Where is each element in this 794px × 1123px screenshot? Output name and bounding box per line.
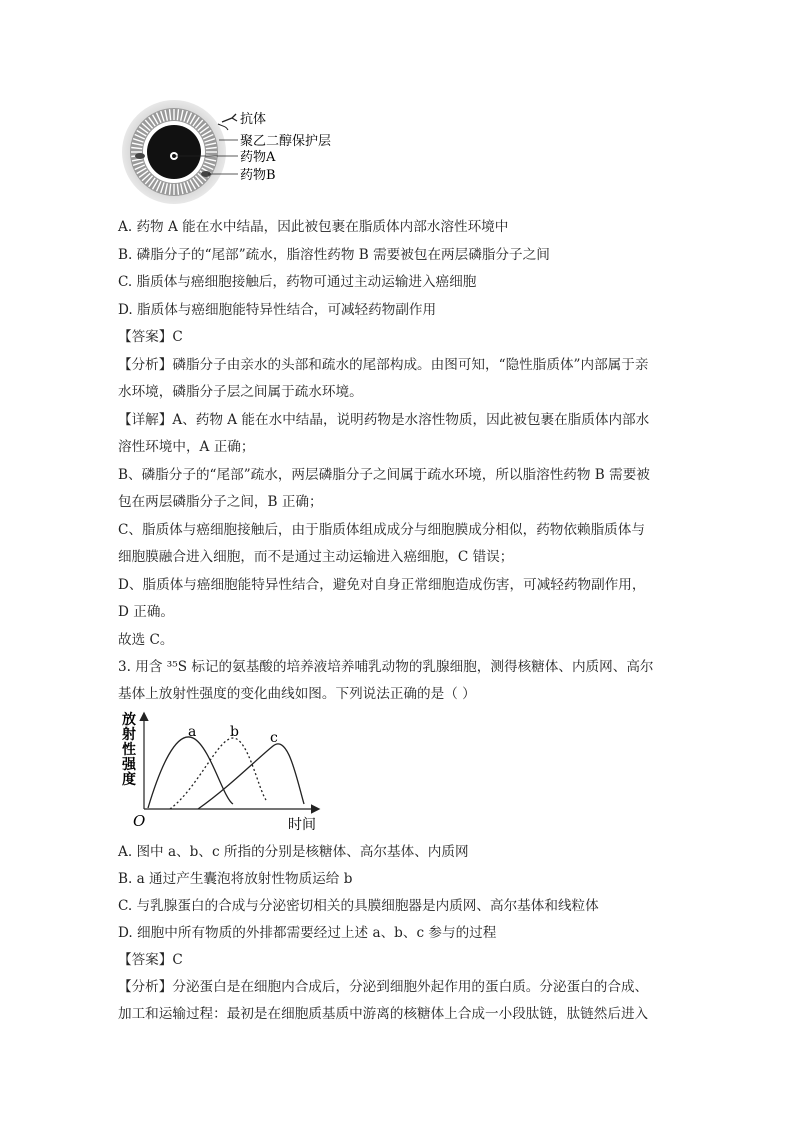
- q3-option-d: D. 细胞中所有物质的外排都需要经过上述 a、b、c 参与的过程: [118, 925, 497, 941]
- q2-answer: 【答案】C: [118, 329, 183, 345]
- q2-detail-line: 溶性环境中，A 正确；: [118, 439, 255, 455]
- curve-c: [198, 744, 304, 809]
- q2-option-b: B. 磷脂分子的“尾部”疏水，脂溶性药物 B 需要被包在两层磷脂分子之间: [118, 247, 550, 263]
- q3-stem-line: 3. 用含 ³⁵S 标记的氨基酸的培养液培养哺乳动物的乳腺细胞，测得核糖体、内质网、高尔: [118, 659, 654, 675]
- q2-detail-line: D 正确。: [118, 604, 175, 620]
- origin-label: O: [133, 812, 146, 830]
- drug-b-label: 药物B: [240, 168, 276, 183]
- q3-stem-line: 基体上放射性强度的变化曲线如图。下列说法正确的是（ ）: [118, 686, 476, 702]
- q2-option-a: A. 药物 A 能在水中结晶，因此被包裹在脂质体内部水溶性环境中: [118, 219, 509, 235]
- curve-b: [170, 738, 266, 809]
- q3-option-b: B. a 通过产生囊泡将放射性物质运给 b: [118, 871, 353, 887]
- curve-c-label: c: [270, 730, 278, 746]
- q2-option-c: C. 脂质体与癌细胞接触后，药物可通过主动运输进入癌细胞: [118, 274, 477, 290]
- q3-analysis-line: 【分析】分泌蛋白是在细胞内合成后，分泌到细胞外起作用的蛋白质。分泌蛋白的合成、: [118, 979, 649, 995]
- drug-a-label: 药物A: [240, 150, 276, 165]
- q2-detail-line: C、脂质体与癌细胞接触后，由于脂质体组成成分与细胞膜成分相似，药物依赖脂质体与: [118, 522, 645, 538]
- x-axis-label: 时间: [288, 817, 316, 833]
- curve-a: [148, 737, 233, 808]
- q2-option-d: D. 脂质体与癌细胞能特异性结合，可减轻药物副作用: [118, 302, 437, 318]
- q2-detail-line: B、磷脂分子的“尾部”疏水，两层磷脂分子之间属于疏水环境，所以脂溶性药物 B 需要被: [118, 467, 650, 483]
- curve-a-label: a: [188, 724, 197, 740]
- q3-answer: 【答案】C: [118, 952, 183, 968]
- q2-detail-line: 包在两层磷脂分子之间，B 正确；: [118, 494, 323, 510]
- peg-layer-label: 聚乙二醇保护层: [240, 134, 332, 149]
- q2-analysis-line: 【分析】磷脂分子由亲水的头部和疏水的尾部构成。由图可知，“隐性脂质体”内部属于亲: [118, 357, 649, 373]
- radioactivity-chart: [118, 708, 328, 836]
- curve-b-label: b: [230, 724, 239, 740]
- y-axis-label: 放射性强度: [122, 712, 136, 788]
- liposome-diagram: [118, 96, 378, 208]
- q2-detail-line: D、脂质体与癌细胞能特异性结合，避免对自身正常细胞造成伤害，可减轻药物副作用，: [118, 577, 646, 593]
- antibody-label: 抗体: [240, 112, 267, 127]
- q2-detail-line: 细胞膜融合进入细胞，而不是通过主动运输进入癌细胞，C 错误；: [118, 549, 514, 565]
- q2-analysis-line: 水环境，磷脂分子层之间属于疏水环境。: [118, 384, 363, 400]
- q3-analysis-line: 加工和运输过程：最初是在细胞质基质中游离的核糖体上合成一小段肽链，肽链然后进入: [118, 1006, 649, 1022]
- q3-option-a: A. 图中 a、b、c 所指的分别是核糖体、高尔基体、内质网: [118, 844, 469, 860]
- q2-conclusion: 故选 C。: [118, 632, 174, 648]
- q3-option-c: C. 与乳腺蛋白的合成与分泌密切相关的具膜细胞器是内质网、高尔基体和线粒体: [118, 898, 599, 914]
- q2-detail-line: 【详解】A、药物 A 能在水中结晶，说明药物是水溶性物质，因此被包裹在脂质体内部水: [118, 412, 650, 428]
